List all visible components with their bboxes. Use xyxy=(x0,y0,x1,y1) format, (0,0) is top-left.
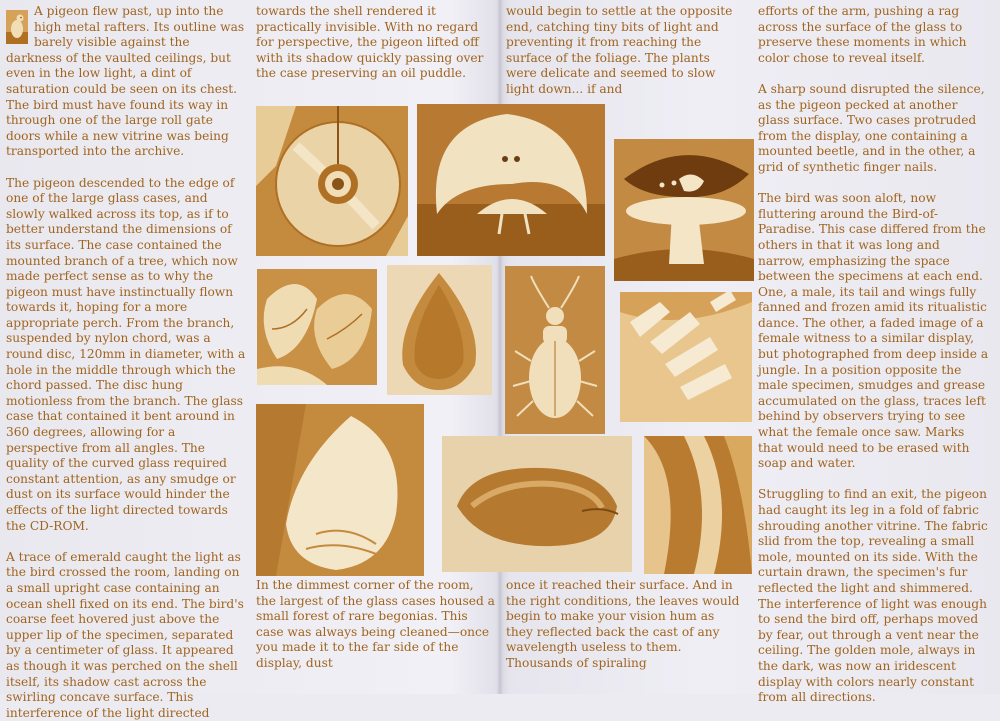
text-column-3 xyxy=(506,4,741,98)
paragraph: Struggling to find an exit, the pigeon had caught its leg in a fold of fabric shrouding another vitrine. The fabric slid from the top, revealing a small mole, mounted on its side. With the curtain drawn, the specimen's fur reflected the light and shimmered. The interference of light was enough to send the bird off, perhaps moved by fear, out through a vent near the ceiling. The golden mole, always in the dark, was now an iridescent display with colors nearly constant from all directions. xyxy=(758,487,988,705)
paragraph: would begin to settle at the opposite end, catching tiny bits of light and preventing it from reaching the surface of the foliage. The plants were delicate and seemed to slow light down... if and xyxy=(506,4,733,96)
paragraph: A pigeon flew past, up into the high metal rafters. Its outline was barely visible against the darkness of the vaulted ceilings, but even in the low light, a dint of saturation could be seen on its chest. The bird must have found its way in through one of the large roll gate doors while a new vitrine was being transported into the archive. xyxy=(6,4,245,159)
text-column-3-bottom xyxy=(506,578,741,672)
paragraph: The pigeon descended to the edge of one of the large glass cases, and slowly walked across its top, as if to better understand the dimensions of its surface. The case contained the mounted branch of a tree, which now made perfect sense as to why the pigeon must have instinctually flown towards it, hoping for a more appropriate perch. From the branch, suspended by nylon chord, was a round disc, 120mm in diameter, with a hole in the middle through which the chord passed. The disc hung motionless from the branch. The glass case that contained it bent around in 360 degrees, allowing for a perspective from all angles. The quality of the curved glass required constant attention, as any smudge or dust on its surface would hinder the effects of the light directed towards the CD-ROM. xyxy=(6,175,246,533)
bird-of-paradise-photo xyxy=(417,104,605,256)
fuzzy-seed-photo xyxy=(387,265,492,395)
text-column-2-bottom xyxy=(256,578,496,672)
text-column-2 xyxy=(256,4,496,82)
text-column-4 xyxy=(758,4,990,706)
begonia-leaves-photo xyxy=(257,269,377,385)
mushroom-bird-photo xyxy=(614,139,754,281)
beetle-photo xyxy=(505,266,605,434)
paragraph: A sharp sound disrupted the silence, as the pigeon pecked at another glass surface. Two cases protruded from the display, one containing a mounted beetle, and in the other, a grid of synthetic finger nails. xyxy=(758,81,985,174)
paragraph: In the dimmest corner of the room, the largest of the glass cases housed a small forest of rare begonias. This case was always being cleaned—once you made it to the far side of the display, dust xyxy=(256,578,495,670)
paragraph: towards the shell rendered it practically invisible. With no regard for perspective, the pigeon lifted off with its shadow quickly passing over the case preserving an oil puddle. xyxy=(256,4,484,81)
fabric-photo xyxy=(644,436,752,574)
paragraph: efforts of the arm, pushing a rag across the surface of the glass to preserve these moments in which color chose to reveal itself. xyxy=(758,4,967,65)
text-column-1 xyxy=(6,4,246,721)
cd-rom-photo xyxy=(256,106,408,256)
shell-photo xyxy=(256,404,424,576)
fingernails-photo xyxy=(620,292,752,422)
pigeon-thumbnail xyxy=(6,10,28,44)
paragraph: A trace of emerald caught the light as the bird crossed the room, landing on a small upright case containing an ocean shell fixed on its end. The bird's coarse feet hovered just above the upper lip of the specimen, separated by a centimeter of glass. It appeared as though it was perched on the shell itself, its shadow cast across the swirling concave surface. This interference of the light directed xyxy=(6,549,244,720)
paragraph: The bird was soon aloft, now fluttering around the Bird-of-Paradise. This case differed from the others in that it was long and narrow, emphasizing the space between the specimens at each end. One, a male, its tail and wings fully fanned and frozen amid its ritualistic dance. The other, a faded image of a female witness to a similar display, but photographed from deep inside a jungle. In a position opposite the male specimen, smudges and grease accumulated on the glass, traces left behind by observers trying to see what the female once saw. Marks that would need to be erased with soap and water. xyxy=(758,191,989,471)
paragraph: once it reached their surface. And in the right conditions, the leaves would begin to make your vision hum as they reflected back the cast of any wavelength useless to them. Thousands of spiraling xyxy=(506,578,740,670)
mole-photo xyxy=(442,436,632,572)
